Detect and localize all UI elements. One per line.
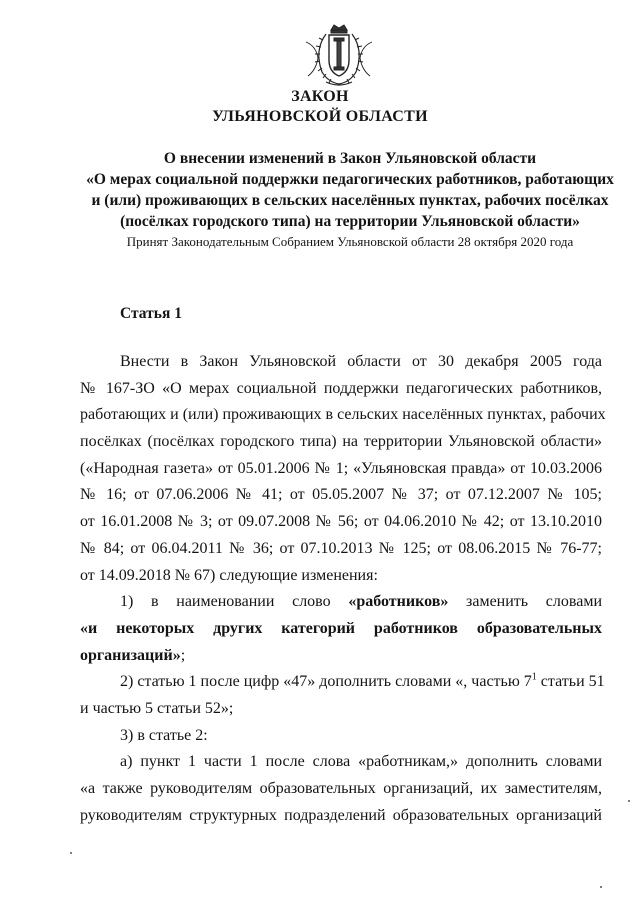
item-1-line3 [80,643,602,670]
body-line: посёлках (посёлках городского типа) на территории Ульяновской области» [80,433,602,451]
subject-line: «О мерах социальной поддержки педагогических работников, работающих [86,171,614,188]
body-line: от 16.01.2008 № 3; от 09.07.2008 № 56; от 04.06.2010 № 42; от 13.10.2010 [80,513,602,531]
body-line: Внести в Закон Ульяновской области от 30 декабря 2005 года [120,353,602,370]
subject-line: и (или) проживающих в сельских населённых пунктах, рабочих посёлках [91,192,609,209]
item-1-text-end: заменить словами [448,593,602,611]
scan-speck [600,886,602,888]
body-line: № 167-ЗО «О мерах социальной поддержки педагогических работников, [80,379,602,397]
body-line: работающих и (или) проживающих в сельских населённых пунктах, рабочих [80,406,606,424]
law-subject [60,148,640,232]
law-region-title: УЛЬЯНОВСКОЙ ОБЛАСТИ [212,108,428,125]
article-body [80,349,606,829]
subitem-a-line3: руководителям структурных подразделений образовательных организаций [80,806,602,824]
item-2-line2: и частью 5 статьи 52»; [80,699,234,717]
scan-speck [70,852,72,854]
item-2-text-end: статьи 51 [536,673,605,691]
law-title: ЗАКОН [291,88,349,105]
item-2-text: 2) статью 1 после цифр «47» дополнить словами «, частью 7 [120,673,532,691]
item-1 [80,589,602,616]
item-1-text: 1) в наименовании слово [120,593,349,611]
article-heading: Статья 1 [120,305,182,322]
body-line: от 14.09.2018 № 67) следующие изменения: [80,566,378,584]
item-2 [80,669,605,696]
body-line: № 16; от 07.06.2006 № 41; от 05.05.2007 № 37; от 07.12.2007 № 105; [80,486,602,504]
item-1-bold-end: организаций» [80,646,181,664]
item-3: 3) в статье 2: [120,726,208,744]
subject-line: (посёлках городского типа) на территории Ульяновской области» [120,213,580,230]
coat-of-arms-icon [296,22,382,90]
scan-speck [628,800,630,802]
subitem-a: а) пункт 1 части 1 после слова «работникам,» дополнить словами [120,753,602,771]
item-1-bold-word: «работников» [348,593,449,611]
item-1-line2: «и некоторых других категорий работников образовательных [80,619,602,637]
subitem-a-line2: «а также руководителям образовательных организаций, их заместителям, [80,780,602,797]
subject-line: О внесении изменений в Закон Ульяновской области [163,150,537,167]
body-line: («Народная газета» от 05.01.2006 № 1; «Ульяновская правда» от 10.03.2006 [80,459,602,477]
adoption-note: Принят Законодательным Собранием Ульяновской области 28 октября 2020 года [126,234,574,249]
body-line: № 84; от 06.04.2011 № 36; от 07.10.2013 № 125; от 08.06.2015 № 76-77; [80,539,602,557]
item-1-semicolon: ; [180,646,186,664]
item-2-superscript: 1 [531,671,537,683]
